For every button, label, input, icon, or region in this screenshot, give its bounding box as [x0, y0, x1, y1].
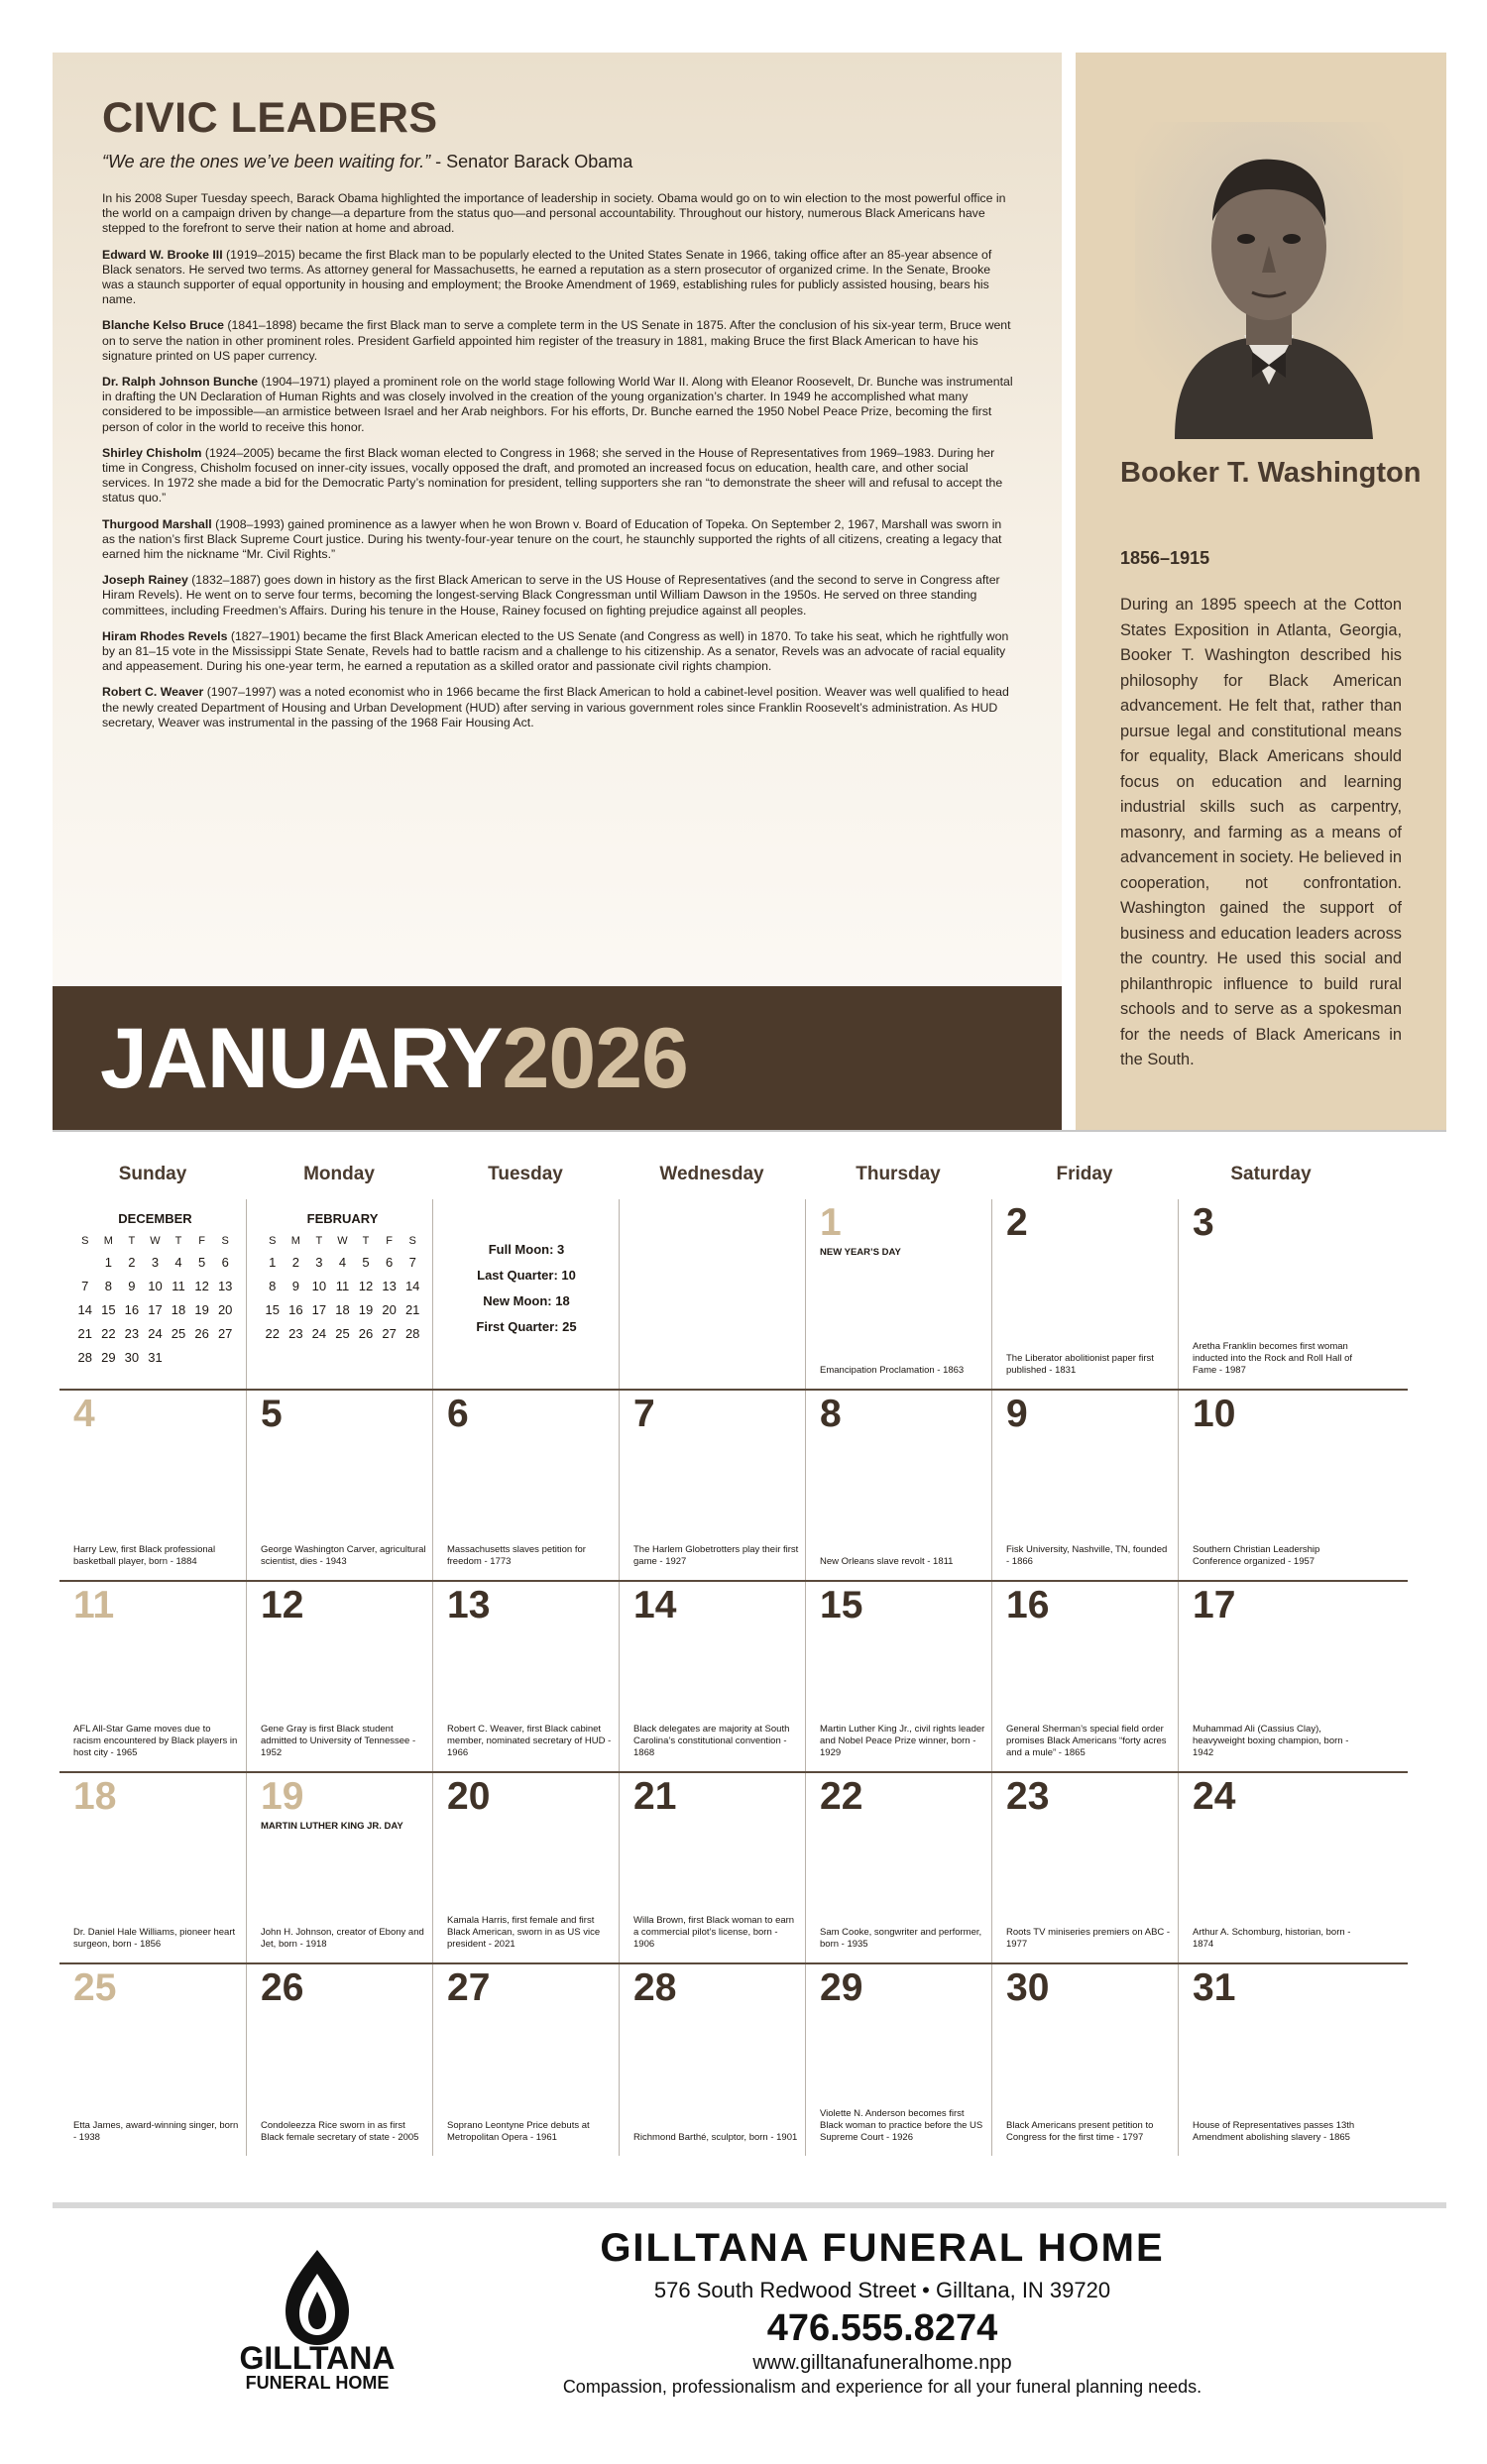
day-event: Black Americans present petition to Congress for the first time - 1797	[1006, 2120, 1154, 2143]
day-event: Condoleezza Rice sworn in as first Black female secretary of state - 2005	[261, 2120, 419, 2143]
day-cell	[432, 1773, 619, 1962]
day-number: 11	[73, 1584, 115, 1626]
day-event: Sam Cooke, songwriter and performer, born - 1935	[820, 1927, 982, 1950]
day-number: 26	[261, 1966, 304, 2009]
day-event: Soprano Leontyne Price debuts at Metropolitan Opera - 1961	[447, 2120, 590, 2143]
day-cell	[805, 1582, 991, 1771]
day-number: 23	[1006, 1775, 1050, 1818]
profile-bio: During an 1895 speech at the Cotton States Exposition in Atlanta, Georgia, Booker T. Washington described his philosophy for Black American advancement. He felt that, rather than pursue legal and constitutional means for equality, Black Americans should focus on education and learning industrial skills such as carpentry, masonry, and farming as a means of advancement in society. He believed in cooperation, not confrontation. Washington gained the support of business and education leaders across the country. He used this social and philanthropic influence to build rural schools and to serve as a spokesman for the needs of Black Americans in the South.	[1120, 596, 1402, 1068]
day-event: Fisk University, Nashville, TN, founded - 1866	[1006, 1544, 1168, 1567]
day-number: 16	[1006, 1584, 1050, 1626]
mini-calendar-table: S M T W T F S 1 2 3 4 5 6 7 8 9 10 11 12 13 14 15 16 17 18 19 20 21 22 23 24 25 26 27 28 29 30 31	[77, 1235, 233, 1365]
footer-divider	[53, 2202, 1446, 2208]
day-cell	[991, 1391, 1178, 1580]
day-cell	[805, 1199, 991, 1389]
day-cell	[1178, 1199, 1364, 1389]
article-entry: Robert C. Weaver (1907–1997) was a noted economist who in 1966 became the first Black American to hold a cabinet-level position. Weaver was well qualified to head the newly created Department of Housing and Urban Development (HUD) after serving in various government roles since Franklin Roosevelt’s administration. As HUD secretary, Weaver was instrumental in the passing of the 1968 Fair Housing Act.	[102, 685, 1009, 729]
moon-phase: New Moon: 18	[483, 1293, 570, 1308]
day-cell	[805, 1964, 991, 2156]
article	[102, 191, 1014, 741]
day-cell	[1178, 1391, 1364, 1580]
day-number: 28	[633, 1966, 677, 2009]
day-cell	[805, 1391, 991, 1580]
weekday-label: Sunday	[118, 1164, 187, 1184]
day-event: The Liberator abolitionist paper first published - 1831	[1006, 1353, 1154, 1376]
day-cell	[246, 1582, 432, 1771]
weekday-label: Thursday	[856, 1164, 941, 1184]
article-entry: Thurgood Marshall (1908–1993) gained prominence as a lawyer when he won Brown v. Board of Education of Topeka. On September 2, 1967, Marshall was sworn in as the nation’s first Black Supreme Court justice. During his twenty-four-year tenure on the court, he staunchly supported the rights of all citizens, creating a legacy that earned him the nickname “Mr. Civil Rights.”	[102, 516, 1002, 562]
day-cell	[1178, 1582, 1364, 1771]
day-event: Arthur A. Schomburg, historian, born - 1874	[1193, 1927, 1351, 1950]
article-entry: Hiram Rhodes Revels (1827–1901) became the first Black American elected to the US Senate (and Congress as well) in 1870. To take his seat, which he rightfully won by an 81–15 vote in the Mississippi State Senate, Revels had to battle racism and a challenge to his citizenship. As a senator, Revels was an advocate of racial equality and appeasement. During his one-year term, he earned a reputation as a skilled orator and passionate civil rights champion.	[102, 628, 1009, 674]
day-number: 2	[1006, 1201, 1028, 1244]
logo-text-line1: GILLTANA	[239, 2340, 396, 2376]
day-number: 6	[447, 1393, 469, 1435]
day-cell	[1178, 1964, 1364, 2156]
day-cell	[619, 1964, 805, 2156]
calendar-week	[59, 1199, 1408, 1391]
day-event: Harry Lew, first Black professional basketball player, born - 1884	[73, 1544, 216, 1567]
day-event: Dr. Daniel Hale Williams, pioneer heart surgeon, born - 1856	[73, 1927, 236, 1950]
day-event: Willa Brown, first Black woman to earn a commercial pilot’s license, born - 1906	[633, 1915, 795, 1950]
day-event: Emancipation Proclamation - 1863	[820, 1365, 965, 1376]
holiday-label: NEW YEAR’S DAY	[820, 1247, 901, 1258]
flame-icon	[198, 2250, 436, 2389]
day-event: AFL All-Star Game moves due to racism encountered by Black players in host city - 1965	[73, 1724, 238, 1758]
day-number: 18	[73, 1775, 117, 1818]
article-entry: Dr. Ralph Johnson Bunche (1904–1971) played a prominent role on the world stage following World War II. Along with Eleanor Roosevelt, Dr. Bunche was instrumental in drafting the UN Declaration of Human Rights and was closely involved in the creation of the young organization’s charter. In 1949 he accomplished what many considered to be impossible—an armistice between Israel and her Arab neighbors. For his efforts, Dr. Bunche earned the 1950 Nobel Peace Prize, becoming the first person of color in the world to receive this honor.	[102, 375, 1013, 434]
mini-calendar-february	[246, 1199, 432, 1389]
month-title	[100, 1010, 688, 1108]
calendar-week	[59, 1964, 1408, 2156]
day-number: 30	[1006, 1966, 1050, 2009]
funeral-home-logo	[198, 2250, 436, 2389]
article-entry: Edward W. Brooke III (1919–2015) became the first Black man to be popularly elected to the United States Senate in 1966, taking office after an 85-year absence of Black senators. He served two terms. As attorney general for Massachusetts, he earned a reputation as a stern prosecutor of organized crime. In the Senate, Brooke was a staunch supporter of equal opportunity in housing and employment; the Brooke Amendment of 1969, establishing rules for publicly assisted housing, bears his name.	[102, 247, 992, 307]
day-number: 24	[1193, 1775, 1236, 1818]
logo-text-line2: FUNERAL HOME	[245, 2373, 390, 2389]
day-cell	[432, 1964, 619, 2156]
day-cell	[805, 1773, 991, 1962]
day-number: 5	[261, 1393, 283, 1435]
day-number: 10	[1193, 1393, 1236, 1435]
calendar-divider	[53, 1130, 1446, 1132]
quote	[102, 152, 632, 172]
quote-text: “We are the ones we’ve been waiting for.”	[102, 152, 431, 171]
article-entry: Joseph Rainey (1832–1887) goes down in history as the first Black American to serve in the US House of Representatives (and the second to serve in Congress after Hiram Revels). He went on to serve four terms, becoming the longest-serving Black Congressman until William Dawson in the 1950s. He served on three standing committees, including Freedmen’s Affairs. During his tenure in the House, Rainey focused on fighting prejudice against all peoples.	[102, 573, 1000, 617]
day-event: House of Representatives passes 13th Amendment abolishing slavery - 1865	[1193, 2120, 1355, 2143]
weekday-label: Monday	[303, 1164, 375, 1184]
day-number: 21	[633, 1775, 677, 1818]
holiday-label: MARTIN LUTHER KING JR. DAY	[261, 1821, 403, 1832]
day-number: 9	[1006, 1393, 1028, 1435]
day-number: 7	[633, 1393, 655, 1435]
weekday-label: Wednesday	[659, 1164, 764, 1184]
day-cell	[991, 1773, 1178, 1962]
day-event: Kamala Harris, first female and first Black American, sworn in as US vice president - 2021	[447, 1915, 601, 1950]
portrait-illustration	[1135, 122, 1403, 439]
day-number: 20	[447, 1775, 491, 1818]
mini-calendar-table: S M T W T F S 1 2 3 4 5 6 7 8 9 10 11 12 13 14 15 16 17 18 19 20 21 22 23 24 25 26 27 28	[265, 1235, 420, 1341]
day-event: Black delegates are majority at South Carolina’s constitutional convention - 1868	[633, 1724, 790, 1758]
weekday-label: Tuesday	[488, 1164, 563, 1184]
day-event: Aretha Franklin becomes first woman inducted into the Rock and Roll Hall of Fame - 1987	[1193, 1341, 1353, 1376]
day-number: 19	[261, 1775, 304, 1818]
day-cell	[991, 1964, 1178, 2156]
mini-calendar-december	[59, 1199, 246, 1389]
day-number: 12	[261, 1584, 304, 1626]
civic-leaders-panel	[53, 53, 1062, 1130]
day-number: 8	[820, 1393, 842, 1435]
empty-day-cell	[619, 1199, 805, 1389]
month-label: JANUARY	[100, 1011, 503, 1106]
mini-calendar-title: DECEMBER	[118, 1211, 192, 1226]
calendar-grid	[59, 1148, 1408, 2156]
day-cell	[59, 1582, 246, 1771]
profile-panel	[1076, 53, 1446, 1130]
day-number: 13	[447, 1584, 491, 1626]
day-event: New Orleans slave revolt - 1811	[820, 1556, 954, 1567]
day-cell	[619, 1391, 805, 1580]
business-name: GILLTANA FUNERAL HOME	[600, 2226, 1165, 2270]
day-event: General Sherman’s special field order promises Black Americans “forty acres and a mule” - 1865	[1006, 1724, 1167, 1758]
year-label: 2026	[502, 1011, 688, 1106]
day-cell	[619, 1582, 805, 1771]
day-cell	[246, 1964, 432, 2156]
day-event: Richmond Barthé, sculptor, born - 1901	[633, 2132, 798, 2143]
day-event: Gene Gray is first Black student admitted to University of Tennessee - 1952	[261, 1724, 416, 1758]
moon-phase: Last Quarter: 10	[477, 1268, 576, 1283]
day-cell	[59, 1391, 246, 1580]
moon-phases	[432, 1199, 619, 1389]
day-event: Martin Luther King Jr., civil rights leader and Nobel Peace Prize winner, born - 1929	[820, 1724, 985, 1758]
business-address: 576 South Redwood Street • Gilltana, IN 39720	[653, 2278, 1111, 2302]
day-number: 17	[1193, 1584, 1236, 1626]
day-event: George Washington Carver, agricultural scientist, dies - 1943	[261, 1544, 426, 1567]
day-number: 29	[820, 1966, 863, 2009]
day-cell	[619, 1773, 805, 1962]
article-entry: Blanche Kelso Bruce (1841–1898) became the first Black man to serve a complete term in the US Senate in 1875. After the conclusion of his six-year term, Bruce went on to serve the nation in other prominent roles. President Garfield appointed him register of the treasury in 1881, making Bruce the first Black American to have his signature printed on US paper currency.	[102, 318, 1011, 363]
day-cell	[991, 1582, 1178, 1771]
business-tagline: Compassion, professionalism and experience for all your funeral planning needs.	[562, 2377, 1202, 2397]
weekday-label: Friday	[1056, 1164, 1113, 1184]
day-cell	[59, 1964, 246, 2156]
day-cell	[59, 1773, 246, 1962]
quote-author: - Senator Barack Obama	[430, 152, 633, 171]
moon-phase: Full Moon: 3	[488, 1242, 565, 1257]
day-number: 1	[820, 1201, 842, 1244]
day-number: 31	[1193, 1966, 1236, 2009]
day-cell	[246, 1391, 432, 1580]
day-event: Muhammad Ali (Cassius Clay), heavyweight boxing champion, born - 1942	[1193, 1724, 1349, 1758]
weekday-header	[59, 1148, 1408, 1199]
page-title: CIVIC LEADERS	[102, 94, 438, 142]
day-event: The Harlem Globetrotters play their first game - 1927	[633, 1544, 799, 1567]
month-banner	[53, 986, 1062, 1130]
day-cell	[432, 1582, 619, 1771]
article-intro: In his 2008 Super Tuesday speech, Barack Obama highlighted the importance of leadership in society. Obama would go on to win election to the most powerful office in the world on a campaign driven by change—a departure from the status quo—and personal accountability. Throughout our history, numerous Black Americans have stepped to the forefront to serve their nation at home and abroad.	[102, 191, 1006, 236]
calendar-week	[59, 1391, 1408, 1582]
day-number: 4	[73, 1393, 95, 1435]
day-cell	[991, 1199, 1178, 1389]
article-entry: Shirley Chisholm (1924–2005) became the first Black woman elected to Congress in 1968; she served in the House of Representatives from 1969–1983. During her time in Congress, Chisholm focused on inner-city issues, vocally opposed the draft, and promoted an increased focus on education, health care, and other social services. In 1972 she made a bid for the Democratic Party’s nomination for president, telling supporters she ran “to demonstrate the sheer will and refusal to accept the status quo.”	[102, 445, 1003, 505]
day-event: Massachusetts slaves petition for freedom - 1773	[447, 1544, 586, 1567]
day-event: Violette N. Anderson becomes first Black woman to practice before the US Supreme Court - 1926	[820, 2108, 983, 2143]
calendar-week	[59, 1773, 1408, 1964]
day-cell	[1178, 1773, 1364, 1962]
profile-years: 1856–1915	[1120, 548, 1210, 568]
business-phone[interactable]: 476.555.8274	[766, 2307, 998, 2349]
day-number: 22	[820, 1775, 863, 1818]
profile-name: Booker T. Washington	[1120, 457, 1422, 489]
day-number: 15	[820, 1584, 863, 1626]
day-event: Robert C. Weaver, first Black cabinet member, nominated secretary of HUD - 1966	[447, 1724, 612, 1758]
day-cell	[246, 1773, 432, 1962]
day-number: 25	[73, 1966, 117, 2009]
day-cell	[432, 1391, 619, 1580]
moon-phase: First Quarter: 25	[476, 1319, 577, 1334]
day-number: 3	[1193, 1201, 1214, 1244]
weekday-label: Saturday	[1230, 1164, 1312, 1184]
day-event: John H. Johnson, creator of Ebony and Jet, born - 1918	[261, 1927, 424, 1950]
day-number: 27	[447, 1966, 491, 2009]
day-number: 14	[633, 1584, 677, 1626]
day-event: Southern Christian Leadership Conference organized - 1957	[1193, 1544, 1320, 1567]
calendar-week	[59, 1582, 1408, 1773]
business-website[interactable]: www.gilltanafuneralhome.npp	[752, 2352, 1012, 2374]
day-event: Etta James, award-winning singer, born - 1938	[73, 2120, 239, 2143]
day-event: Roots TV miniseries premiers on ABC - 1977	[1006, 1927, 1171, 1950]
mini-calendar-title: FEBRUARY	[306, 1211, 379, 1226]
